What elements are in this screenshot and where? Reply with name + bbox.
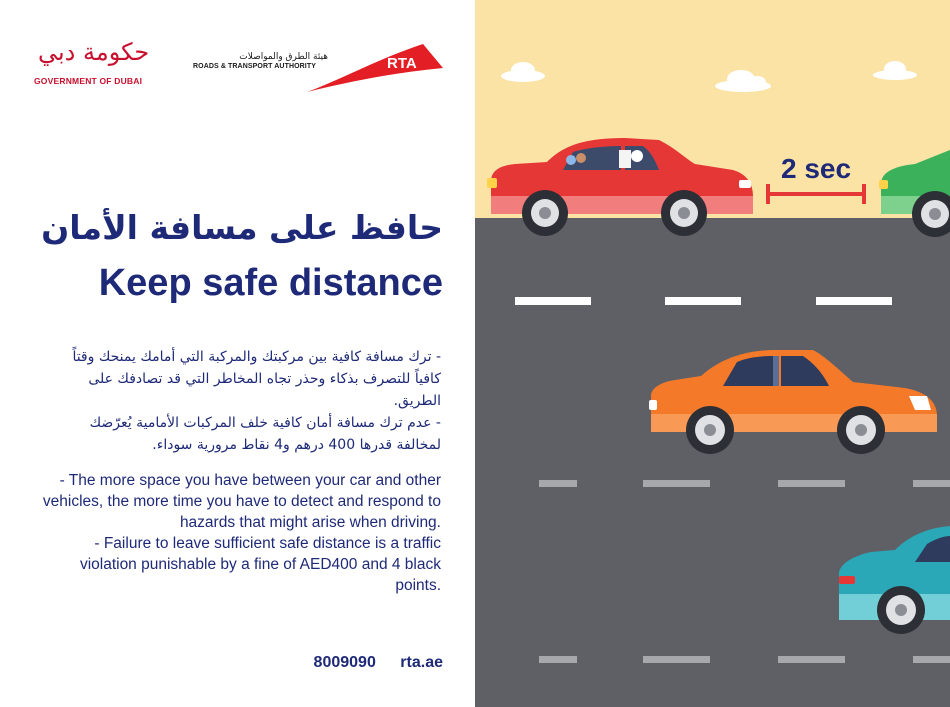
footer-phone: 8009090 [313,654,376,671]
rta-swoosh-icon [305,42,445,94]
body-arabic [46,346,441,456]
footer-contacts [314,654,443,672]
road [475,218,950,707]
title-arabic: حافظ على مسافة الأمان [41,208,443,247]
body-arabic-point-2: - عدم ترك مسافة أمان كافية خلف المركبات الأمامية يُعرّضك لمخالفة قدرها 400 درهم و4 نقاط مرورية سوداء. [89,415,441,453]
gov-logo-arabic: حكومة دبي [38,38,150,66]
title-english: Keep safe distance [98,262,443,304]
road-illustration [475,0,950,707]
gap-label: 2 sec [781,153,852,184]
footer-website: rta.ae [400,654,443,671]
road-scene [475,0,950,707]
body-arabic-point-1: - ترك مسافة كافية بين مركبتك والمركبة التي أمامك يمنحك وقتاً كافياً للتصرف بذكاء وحذر تجاه المخاطر التي قد تصادفك على الطريق. [72,349,441,409]
body-english [41,470,441,596]
body-english-point-1: - The more space you have between your car and other vehicles, the more time you have to detect and respond to hazards that might arise when driving. [42,472,441,531]
rta-name-english: ROADS & TRANSPORT AUTHORITY [193,63,316,70]
lane-markings-upper [515,297,892,305]
rta-name-arabic: هيئة الطرق والمواصلات [239,52,328,62]
rta-mark-text: RTA [387,55,417,72]
gov-logo-english: GOVERNMENT OF DUBAI [34,76,143,86]
body-english-point-2: - Failure to leave sufficient safe distance is a traffic violation punishable by a fine of AED400 and 4 black points. [79,535,441,594]
